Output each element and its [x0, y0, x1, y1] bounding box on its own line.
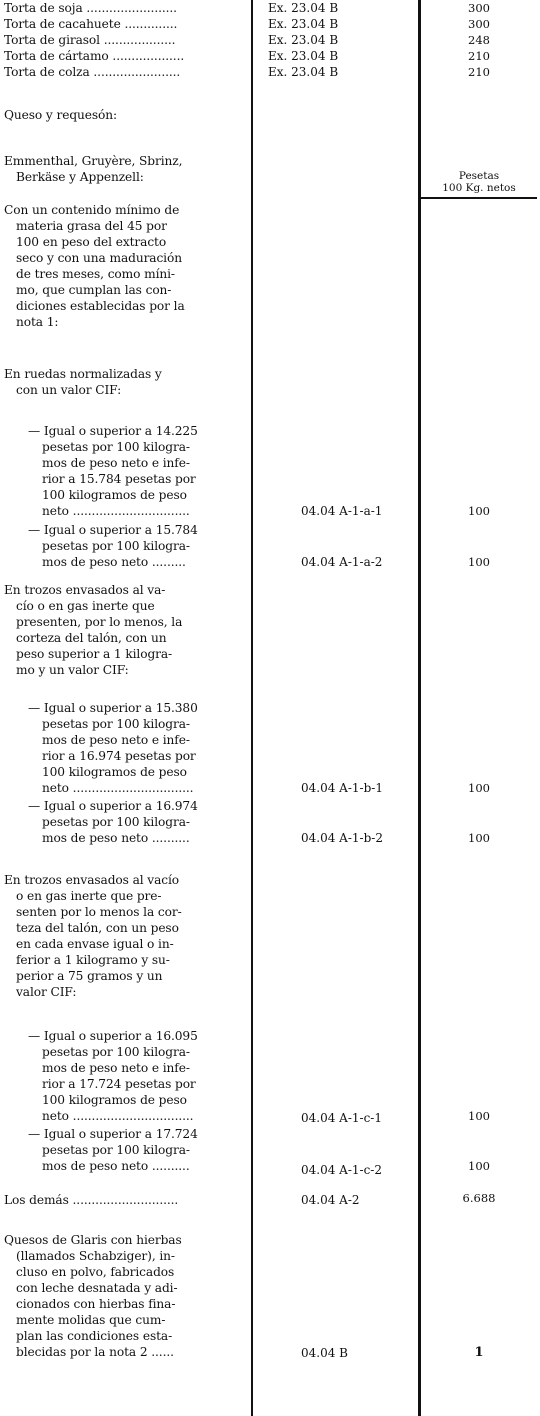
section-heading-queso: Queso y requesón: — [4, 108, 118, 122]
paragraph-contenido: Con un contenido mínimo de materia grasa del 45 por 100 en peso del extracto seco y con una maduración de tres meses, como míni- mo, que cumplan las con- diciones establecidas por la nota 1: — [4, 203, 185, 329]
row-code: Ex. 23.04 B — [268, 1, 339, 15]
row-description: Torta de colza ....................... — [4, 65, 181, 79]
item-b2-code: 04.04 A-1-b-2 — [301, 831, 383, 845]
item-a1-code: 04.04 A-1-a-1 — [301, 504, 383, 518]
row-code: Ex. 23.04 B — [268, 17, 339, 31]
item-b2-duty: 100 — [468, 831, 490, 845]
item-c2-code: 04.04 A-1-c-2 — [301, 1163, 382, 1177]
item-a2-code: 04.04 A-1-a-2 — [301, 555, 383, 569]
row-duty: 300 — [468, 1, 490, 15]
item-c1-description: — Igual o superior a 16.095 pesetas por 100 kilogra- mos de peso neto e infe- rior a 17.724 pesetas por 100 kilogramos de peso neto ................................ — [28, 1029, 198, 1123]
item-a1-description: — Igual o superior a 14.225 pesetas por 100 kilogra- mos de peso neto e infe- rior a 15.784 pesetas por 100 kilogramos de peso neto ............................... — [28, 424, 198, 518]
row-duty: 210 — [468, 49, 490, 63]
item-glaris-duty: 1 — [474, 1345, 484, 1360]
row-duty: 300 — [468, 17, 490, 31]
item-b1-code: 04.04 A-1-b-1 — [301, 781, 383, 795]
row-duty: 248 — [468, 33, 490, 47]
item-c1-duty: 100 — [468, 1109, 490, 1123]
item-b1-duty: 100 — [468, 781, 490, 795]
unit-header: Pesetas 100 Kg. netos — [442, 170, 516, 194]
row-description: Torta de cártamo ................... — [4, 49, 185, 63]
row-code: Ex. 23.04 B — [268, 49, 339, 63]
paragraph-ruedas: En ruedas normalizadas y con un valor CIF: — [4, 367, 162, 397]
item-demas-code: 04.04 A-2 — [301, 1193, 360, 1207]
paragraph-trozos-1: En trozos envasados al va- cío o en gas inerte que presenten, por lo menos, la corteza del talón, con un peso superior a 1 kilogra- mo y un valor CIF: — [4, 583, 183, 677]
item-demas-description: Los demás ............................ — [4, 1193, 179, 1207]
section-heading-emmenthal: Emmenthal, Gruyère, Sbrinz, Berkäse y Appenzell: — [4, 154, 183, 184]
item-glaris-code: 04.04 B — [301, 1346, 348, 1360]
column-rule-left — [251, 0, 253, 1416]
row-code: Ex. 23.04 B — [268, 33, 339, 47]
row-description: Torta de cacahuete .............. — [4, 17, 178, 31]
item-c2-description: — Igual o superior a 17.724 pesetas por 100 kilogra- mos de peso neto .......... — [28, 1127, 198, 1173]
item-c1-code: 04.04 A-1-c-1 — [301, 1111, 382, 1125]
unit-header-rule — [420, 197, 537, 199]
item-a2-duty: 100 — [468, 555, 490, 569]
row-description: Torta de soja ........................ — [4, 1, 177, 15]
row-duty: 210 — [468, 65, 490, 79]
item-a2-description: — Igual o superior a 15.784 pesetas por 100 kilogra- mos de peso neto ......... — [28, 523, 198, 569]
item-b2-description: — Igual o superior a 16.974 pesetas por 100 kilogra- mos de peso neto .......... — [28, 799, 198, 845]
row-code: Ex. 23.04 B — [268, 65, 339, 79]
item-a1-duty: 100 — [468, 504, 490, 518]
paragraph-trozos-2: En trozos envasados al vacío o en gas inerte que pre- senten por lo menos la cor- teza del talón, con un peso en cada envase igual o in- ferior a 1 kilogramo y su- perior a 75 gramos y un valor CIF: — [4, 873, 182, 999]
item-c2-duty: 100 — [468, 1159, 490, 1173]
row-description: Torta de girasol ................... — [4, 33, 176, 47]
item-demas-duty: 6.688 — [462, 1191, 496, 1205]
item-glaris-description: Quesos de Glaris con hierbas (llamados Schabziger), in- cluso en polvo, fabricados con leche desnatada y adi- cionados con hierbas fina- mente molidas que cum- plan las condiciones esta- blecidas por la nota 2 ...... — [4, 1233, 182, 1359]
item-b1-description: — Igual o superior a 15.380 pesetas por 100 kilogra- mos de peso neto e infe- rior a 16.974 pesetas por 100 kilogramos de peso neto ................................ — [28, 701, 198, 795]
